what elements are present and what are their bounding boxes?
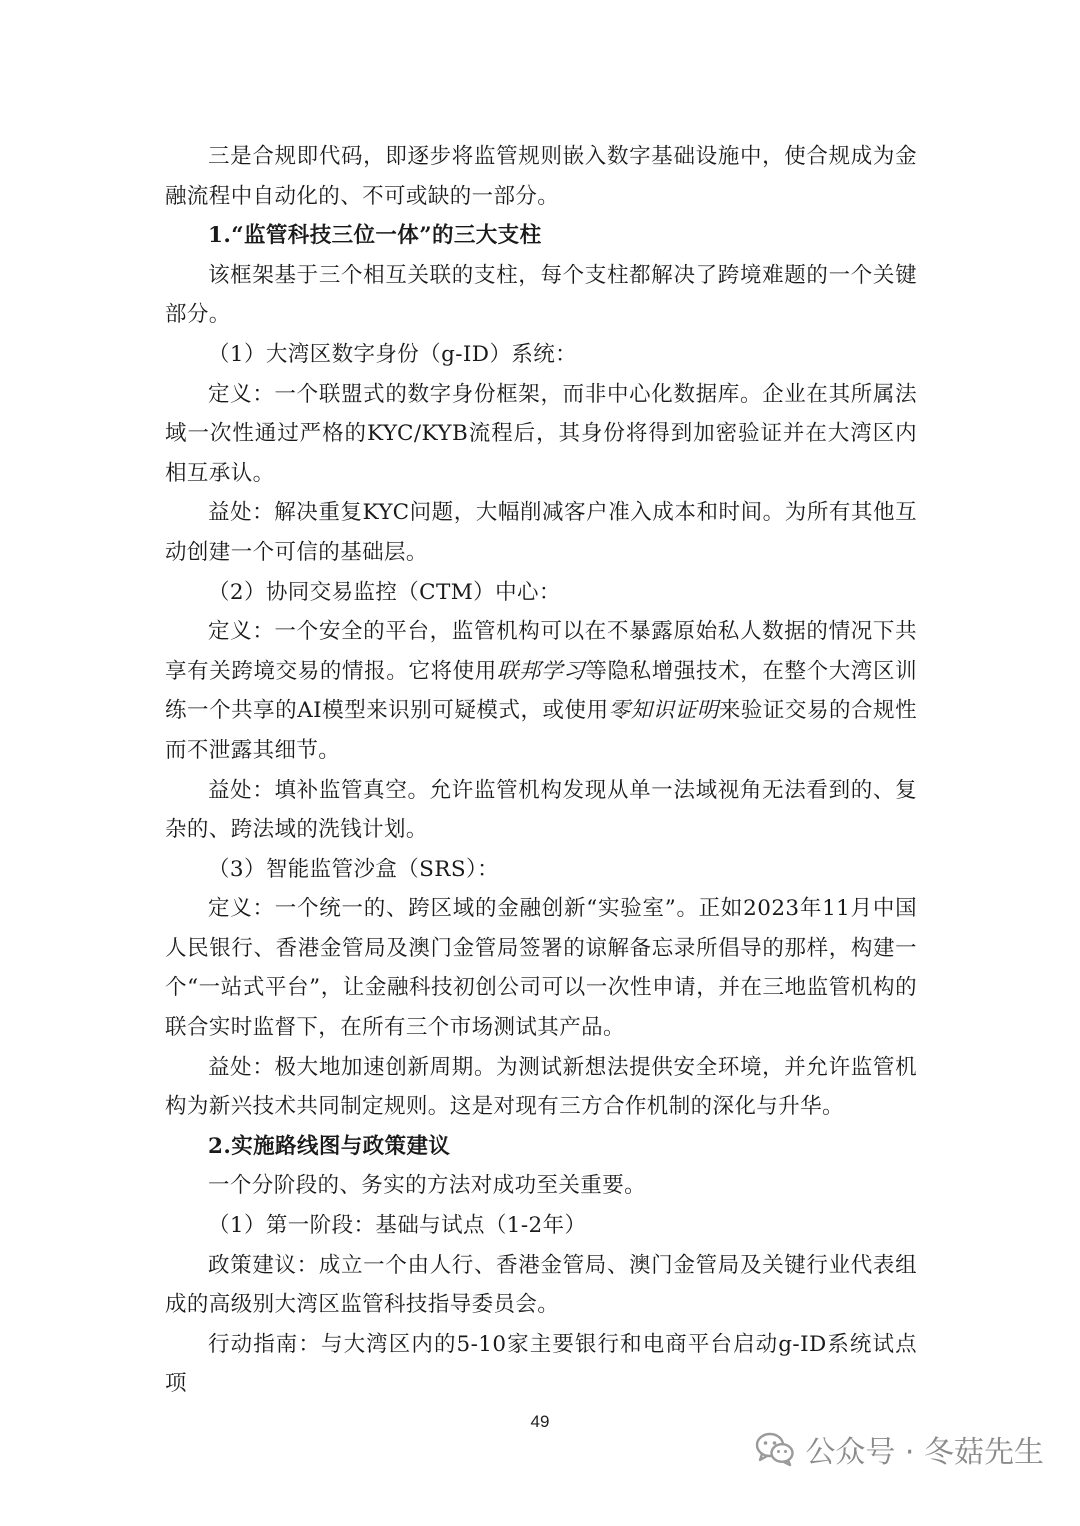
ctm-definition-part-3: 来验证交易的合规性而不泄露其细节。 (165, 698, 917, 763)
paragraph-g-id-definition: 定义：一个联盟式的数字身份框架，而非中心化数据库。企业在其所属法域一次性通过严格的KYC/KYB流程后，其身份将得到加密验证并在大湾区内相互承认。 (165, 381, 917, 486)
paragraph-ctm-definition (165, 612, 917, 770)
paragraph-policy-recommendation: 政策建议：成立一个由人行、香港金管局、澳门金管局及关键行业代表组成的高级别大湾区监管科技指导委员会。 (165, 1252, 917, 1318)
paragraph-action-guide: 行动指南：与大湾区内的5-10家主要银行和电商平台启动g-ID系统试点项 (165, 1331, 917, 1397)
term-zero-knowledge-proof: 零知识证明 (608, 698, 719, 724)
wechat-icon (755, 1431, 795, 1467)
paragraph-phased-approach: 一个分阶段的、务实的方法对成功至关重要。 (208, 1173, 647, 1199)
document-body (165, 137, 917, 1404)
subheading-srs: （3）智能监管沙盒（SRS）： (208, 856, 500, 882)
paragraph-ctm-benefit: 益处：填补监管真空。允许监管机构发现从单一法域视角无法看到的、复杂的、跨法域的洗钱计划。 (165, 777, 917, 843)
watermark (755, 1427, 1044, 1471)
paragraph-g-id-benefit: 益处：解决重复KYC问题，大幅削减客户准入成本和时间。为所有其他互动创建一个可信的基础层。 (165, 500, 917, 565)
term-federated-learning: 联邦学习 (496, 658, 586, 684)
section-heading-roadmap: 2.实施路线图与政策建议 (208, 1133, 451, 1159)
page-number: 49 (530, 1412, 550, 1431)
ctm-definition-part-2: 等隐私增强技术，在整个大湾区训练一个共享的AI模型来识别可疑模式，或使用 (165, 658, 917, 724)
paragraph-srs-definition: 定义：一个统一的、跨区域的金融创新“实验室”。正如2023年11月中国人民银行、香港金管局及澳门金管局签署的谅解备忘录所倡导的那样，构建一个“一站式平台”，让金融科技初创公司可以一次性申请，并在三地监管机构的联合实时监督下，在所有三个市场测试其产品。 (165, 896, 917, 1041)
section-heading-three-pillars: 1.“监管科技三位一体”的三大支柱 (208, 223, 542, 249)
ctm-definition-part-1: 定义：一个安全的平台，监管机构可以在不暴露原始私人数据的情况下共享有关跨境交易的情报。它将使用 (165, 619, 917, 684)
paragraph-compliance-as-code: 三是合规即代码，即逐步将监管规则嵌入数字基础设施中，使合规成为金融流程中自动化的、不可或缺的一部分。 (165, 144, 917, 209)
subheading-g-id: （1）大湾区数字身份（g-ID）系统： (208, 341, 578, 367)
subheading-ctm: （2）协同交易监控（CTM）中心： (208, 579, 561, 605)
subheading-phase-one: （1）第一阶段：基础与试点（1-2年） (208, 1213, 587, 1239)
paragraph-srs-benefit: 益处：极大地加速创新周期。为测试新想法提供安全环境，并允许监管机构为新兴技术共同制定规则。这是对现有三方合作机制的深化与升华。 (165, 1054, 917, 1120)
watermark-text: 公众号 · 冬菇先生 (805, 1435, 1044, 1470)
paragraph-framework-intro: 该框架基于三个相互关联的支柱，每个支柱都解决了跨境难题的一个关键部分。 (165, 262, 917, 328)
